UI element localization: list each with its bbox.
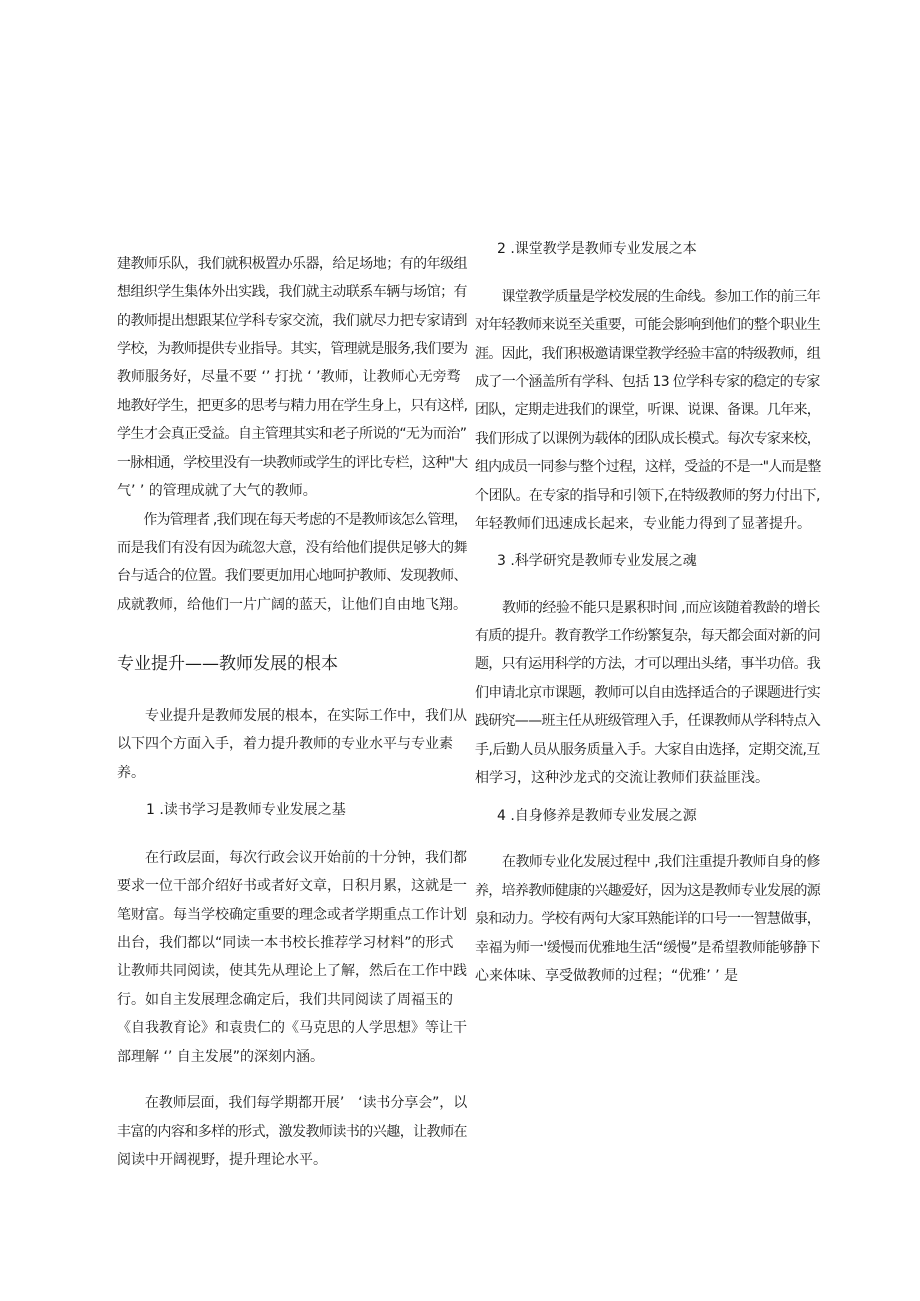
paragraph-line: 组内成员一同参与整个过程，这样，受益的不是一"人而是整 [475,459,821,475]
paragraph-line: 手,后勤人员从服务质量入手。大家自由选择，定期交流,互 [475,742,820,758]
paragraph-line: 部理解 ‘’ 自主发展”的深刻内涵。 [117,1049,325,1065]
paragraph-line: 心来体味、享受做教师的过程；“优雅’ ’ 是 [475,968,739,984]
paragraph-line: 题，只有运用科学的方法，才可以理出头绪，事半功倍。我 [475,656,820,672]
paragraph-line: 在教师专业化发展过程中 ,我们注重提升教师自身的修 [475,854,820,870]
paragraph-line: 团队，定期走进我们的课堂，听课、说课、备课。几年来， [475,402,820,418]
paragraph-line: 气’ ’ 的管理成就了大气的教师。 [117,483,317,499]
paragraph-line: 践研究——班主任从班级管理入手，任课教师从学科特点入 [475,713,820,729]
paragraph-line: 养。 [117,765,145,781]
paragraph-line: 课堂教学质量是学校发展的生命线。参加工作的前三年 [475,289,820,305]
paragraph-line: 阅读中开阔视野，提升理论水平。 [117,1152,327,1168]
subsection-title: 2 .课堂教学是教师专业发展之本 [497,241,697,257]
paragraph-line: 行。如自主发展理念确定后，我们共同阅读了周福玉的 [117,992,453,1008]
paragraph-line: 以下四个方面入手，着力提升教师的专业水平与专业素 [117,736,453,752]
paragraph-line: 的教师提出想跟某位学科专家交流，我们就尽力把专家请到 [117,313,467,329]
paragraph-line: 而是我们有没有因为疏忽大意，没有给他们提供足够大的舞 [117,540,467,556]
paragraph-line: 台与适合的位置。我们要更加用心地呵护教师、发现教师、 [117,568,467,584]
paragraph-line: 泉和动力。学校有两句大家耳熟能详的口号一一智慧做事， [475,911,820,927]
paragraph-line: 想组织学生集体外出实践，我们就主动联系车辆与场馆；有 [117,284,467,300]
paragraph-line: 涯。因此，我们积极邀请课堂教学经验丰富的特级教师，组 [475,346,820,362]
paragraph-line: 丰富的内容和多样的形式，激发教师读书的兴趣，让教师在 [117,1124,467,1140]
paragraph-line: 年轻教师们迅速成长起来，专业能力得到了显著提升。 [475,516,811,532]
paragraph-line: 学校，为教师提供专业指导。其实，管理就是服务,我们要为 [117,341,468,357]
paragraph-line: 专业提升是教师发展的根本，在实际工作中，我们从 [117,708,467,724]
paragraph-line: 建教师乐队，我们就积极置办乐器，给足场地；有的年级组 [117,256,467,272]
paragraph-line: 在教师层面，我们每学期都开展’ ‘读书分享会”，以 [117,1095,468,1111]
paragraph-line: 对年轻教师来说至关重要，可能会影响到他们的整个职业生 [475,317,820,333]
paragraph-line: 们申请北京市课题，教师可以自由选择适合的子课题进行实 [475,685,820,701]
paragraph-line: 作为管理者 ,我们现在每天考虑的不是教师该怎么管理， [117,512,467,528]
paragraph-line: 《自我教育论》和袁贵仁的《马克思的人学思想》等让干 [117,1020,467,1036]
paragraph-line: 个团队。在专家的指导和引领下,在特级教师的努力付出下, [475,488,820,504]
paragraph-line: 有质的提升。教育教学工作纷繁复杂，每天都会面对新的问 [475,628,820,644]
subsection-title: 1 .读书学习是教师专业发展之基 [146,802,346,818]
paragraph-line: 出台，我们都以“同读一本书校长推荐学习材料”的形式 [117,935,454,951]
subsection-title: 4 .自身修养是教师专业发展之源 [497,808,697,824]
subsection-title: 3 .科学研究是教师专业发展之魂 [497,553,697,569]
paragraph-line: 我们形成了以课例为载体的团队成长模式。每次专家来校， [475,431,820,447]
paragraph-line: 让教师共同阅读，使其先从理论上了解，然后在工作中践 [117,963,467,979]
paragraph-line: 相学习，这种沙龙式的交流让教师们获益匪浅。 [475,770,769,786]
paragraph-line: 要求一位干部介绍好书或者好文章，日积月累，这就是一 [117,878,467,894]
paragraph-line: 幸福为师一'缓慢而优雅地生活“缓慢”是希望教师能够静下 [475,940,821,956]
section-heading: 专业提升——教师发展的根本 [117,654,338,674]
paragraph-line: 在行政层面，每次行政会议开始前的十分钟，我们都 [117,850,467,866]
paragraph-line: 地教好学生，把更多的思考与精力用在学生身上，只有这样, [117,398,468,414]
paragraph-line: 养，培养教师健康的兴趣爱好，因为这是教师专业发展的源 [475,883,820,899]
paragraph-line: 笔财富。每当学校确定重要的理念或者学期重点工作计划 [117,907,467,923]
paragraph-line: 成了一个涵盖所有学科、包括 13 位学科专家的稳定的专家 [475,374,820,390]
paragraph-line: 教师的经验不能只是累积时间 ,而应该随着教龄的增长 [475,600,820,616]
paragraph-line: 学生才会真正受益。自主管理其实和老子所说的“无为而治” [117,426,467,442]
paragraph-line: 一脉相通，学校里没有一块教师或学生的评比专栏，这种"大 [117,455,468,471]
paragraph-line: 教师服务好，尽量不要 ‘’ 打扰 ‘ ’教师，让教师心无旁骛 [117,369,461,385]
paragraph-line: 成就教师，给他们一片广阔的蓝天，让他们自由地飞翔。 [117,597,467,613]
